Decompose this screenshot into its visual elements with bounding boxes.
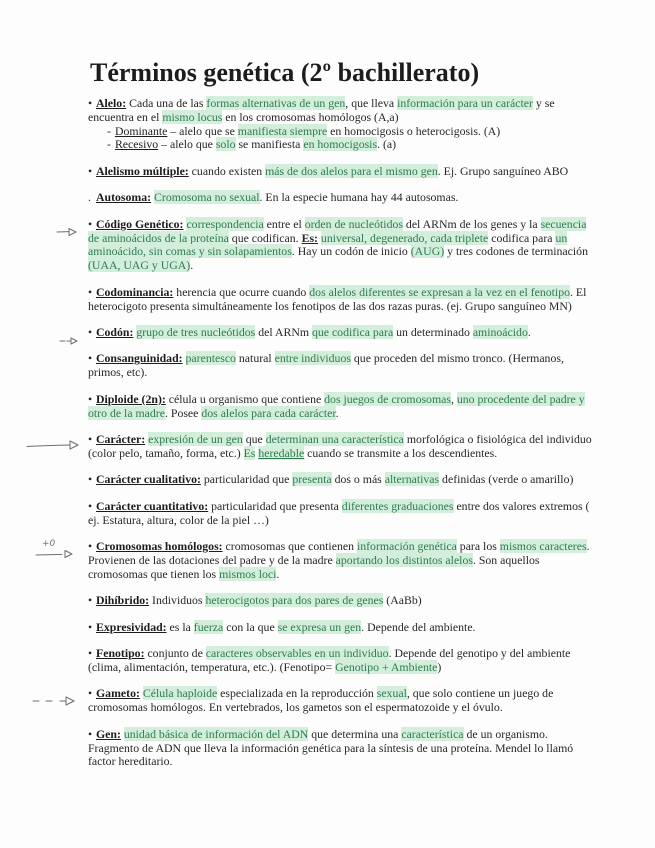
entry-autosoma [88,191,592,205]
term-label: Carácter: [96,432,146,447]
term-label: Carácter cualitativo: [96,472,201,487]
highlighted-text: diferentes graduaciones [341,498,454,513]
definition-text: y tres codones de terminación [444,244,588,259]
definition-text: , [450,391,457,406]
highlighted-text: entre individuos [274,351,351,366]
highlighted-text: aminoácido [472,325,528,339]
bullet: • [88,646,93,661]
margin-arrow-icon [22,218,84,242]
highlighted-text: Es [243,445,256,460]
definition [88,727,573,769]
definition [133,325,530,339]
bullet: • [88,472,93,487]
definition-text: herencia que ocurre cuando [173,284,310,299]
definition [88,96,555,124]
definition-text: que codifican. [228,230,302,245]
highlighted-text: que codifica para [311,325,394,339]
highlighted-text: Célula haploide [142,686,218,701]
definition-text: con la que [223,619,278,634]
definition-text: de un organismo. Fragmento de ADN que lleva la información genética para la síntesis de una proteína. Mendel lo llamó factor hereditario. [88,726,574,769]
definition-text: . Son aquellos cromosomas que tienen los [88,552,540,581]
definition-text: . [276,566,280,581]
glossary-list [42,96,592,782]
definition-text: para los [456,539,500,554]
highlighted-text: dos alelos para cada carácter [201,405,336,420]
highlighted-text: (UAA, UAG y UGA) [88,258,191,273]
term-label: Autosoma: [96,190,152,205]
highlighted-text: uno procedente del padre y otro de la madre [88,391,585,420]
entry-diploide [88,393,592,421]
definition-text: . [335,405,339,420]
entry-alelismo-multiple [88,165,592,179]
definition-text: se manifiesta [235,137,304,152]
highlighted-text: se expresa un gen [277,619,362,634]
entry-dihibrido [88,594,592,608]
bullet: • [88,325,93,339]
entry-gameto [88,687,592,715]
highlighted-text: más de dos alelos para el mismo gen [265,163,438,178]
bullet: • [88,163,93,178]
subterm-label: Recesivo [114,137,159,152]
highlighted-text: caracteres observables en un individuo [205,646,389,661]
definition-text: natural [235,351,275,366]
term-label: Código Genético: [96,216,184,231]
definition-text: cromosomas que contienen [222,539,357,554]
definition-text: morfológica o fisiológica del individuo (color pelo, tamaño, forma, etc.) [88,432,592,460]
highlighted-text: manifiesta siempre [237,123,328,138]
entry-caracter-cuantitativo [88,500,592,528]
definition-text: un determinado [393,325,473,339]
definition-text: entre dos valores extremos ( ej. Estatura, altura, color de la piel …) [88,498,590,527]
definition-text: codifica para [488,230,556,245]
highlighted-text: alternativas [384,472,440,487]
subitem-dominante [107,125,592,139]
definition-text: definidas (verde o amarillo) [439,472,574,487]
definition-text: que [242,432,266,447]
definition-text: cuando existen [188,163,266,178]
dash: - [107,123,111,138]
highlighted-text: formas alternativas de un gen [206,96,346,110]
term-label: Codominancia: [96,284,174,299]
definition-text: Cada una de las [126,96,207,110]
margin-arrow-icon [22,687,84,711]
bullet: • [88,96,93,110]
definition-text: del ARNm de los genes y la [402,216,541,231]
highlighted-text: sexual [376,686,407,701]
highlighted-text: característica [401,726,464,741]
bullet: • [88,686,93,701]
definition-text: ) [437,659,442,674]
definition-text: particularidad que [200,472,293,487]
highlighted-text: fuerza [193,619,224,634]
definition-text: (AaBb) [383,593,422,608]
definition [88,646,570,674]
bullet: • [88,432,93,447]
highlighted-text: un aminoácido, sin comas y sin solapamientos [88,230,568,259]
term-label: Consanguinidad: [96,351,183,366]
entry-cromosomas-homologos [42,539,592,581]
entry-gen [88,728,592,769]
entry-alelo [88,97,592,152]
definition-text: en homocigosis o heterocigosis. (A) [327,123,501,138]
highlighted-text: Cromosoma no sexual [154,190,260,205]
definition-text: especializada en la reproducción [217,686,377,701]
definition-text: . (a) [377,137,397,152]
term-label: Dihíbrido: [96,593,150,608]
highlighted-text: mismo locus [162,109,223,124]
bullet: • [88,351,93,366]
term-label: Diploide (2n): [96,391,166,406]
definition-text: . Ej. Grupo sanguíneo ABO [437,163,569,178]
term-label: Gameto: [96,686,140,701]
definition-text: . [190,258,194,273]
definition-text: . Depende del ambiente. [361,619,476,634]
definition-text: particularidad que presenta [208,498,342,513]
highlighted-text: universal, degenerado, cada triplete [320,230,489,245]
highlighted-text: mismos loci [219,566,277,581]
definition [158,137,396,151]
definition-text: . [527,325,531,339]
highlighted-text: (AUG) [410,244,445,259]
definition [167,124,500,138]
highlighted-text: información para un carácter [397,96,533,110]
margin-arrow-icon [22,326,84,350]
entry-fenotipo [88,647,592,675]
definition-text: . Hay un codón de inicio [291,244,411,259]
bullet: • [88,619,93,634]
bullet: • [88,391,93,406]
definition [149,593,422,607]
entry-expresividad [88,621,592,635]
definition-text: , que lleva [345,96,398,110]
definition-text: Individuos [149,593,206,608]
term-label: Fenotipo: [96,646,145,661]
definition-text: – alelo que se [167,123,238,138]
definition [167,620,476,634]
subterm-label: Dominante [114,123,168,138]
term-label: Alelo: [96,96,127,110]
definition [201,472,573,486]
definition-text: que determina una [308,726,402,741]
definition-text: que proceden del mismo tronco. (Hermanos, primos, etc). [88,351,564,380]
definition-text: del ARNm [255,325,312,339]
highlighted-text: grupo de tres nucleótidos [136,325,256,339]
definition-text: Es: [301,230,318,245]
highlighted-text: información genética [356,539,457,554]
definition [88,686,553,714]
term-label: Carácter cuantitativo: [96,498,209,513]
entry-codominancia [88,286,592,314]
definition-text: en los cromosomas homólogos (A,a) [222,109,399,124]
definition-text: y se encuentra en el [88,96,555,124]
margin-note: +0 [42,539,56,550]
entry-caracter [88,433,592,461]
highlighted-text: dos alelos diferentes se expresan a la vez en el fenotipo [309,284,571,299]
margin-arrow-icon [22,433,84,457]
entry-consanguinidad [88,352,592,380]
highlighted-text: heredable [258,445,305,460]
highlighted-text: aportando los distintos alelos [335,552,473,567]
definition-text: dos o más [331,472,385,487]
highlighted-text: parentesco [185,351,236,366]
term-label: Expresividad: [96,619,167,634]
definition-text: – alelo que [158,137,216,152]
definition-text: . En la especie humana hay 44 autosomas. [259,190,459,205]
term-label: Cromosomas homólogos: [96,539,223,554]
highlighted-text: unidad básica de información del ADN [123,726,309,741]
definition-text: es la [166,619,194,634]
bullet: • [88,539,93,554]
definition [189,164,568,178]
bullet: • [88,726,93,741]
definition-text: . Depende del genotipo y del ambiente (clima, alimentación, temperatura, etc.). (Fenotipo= [88,646,571,674]
highlighted-text: correspondencia [186,216,264,231]
highlighted-text: solo [215,137,236,152]
definition-text: célula u organismo que contiene [165,391,325,406]
entry-main-text [88,97,592,125]
term-label: Alelismo múltiple: [96,163,189,178]
highlighted-text: presenta [292,472,332,487]
bullet: . [88,190,91,205]
bullet: • [88,593,93,608]
definition [88,432,592,460]
highlighted-text: secuencia de aminoácidos de la proteína [88,216,587,245]
term-label: Gen: [96,726,121,741]
highlighted-text: en homocigosis [303,137,378,152]
page-title: Términos genética (2º bachillerato) [90,58,480,87]
definition-text: conjunto de [144,646,206,661]
bullet: • [88,284,93,299]
definition-text: cuando se transmite a los descendientes. [304,445,498,460]
highlighted-text: expresión de un gen [148,432,243,447]
margin-note-icon [22,538,84,562]
entry-caracter-cualitativo [88,473,592,487]
highlighted-text: heterocigotos para dos pares de genes [205,593,384,608]
definition [151,190,458,204]
dash: - [107,137,111,152]
subitem-recesivo [107,138,592,152]
definition-text: , que solo contiene un juego de cromosomas homólogos. En vertebrados, los gametos son el espermatozoide y el óvulo. [88,686,554,715]
highlighted-text: dos juegos de cromosomas [324,391,451,406]
highlighted-text: determinan una característica [265,432,404,447]
bullet: • [88,498,93,513]
entry-codigo-genetico [88,218,592,273]
highlighted-text: Genotipo + Ambiente [335,659,438,674]
term-label: Codón: [96,325,134,339]
entry-codon [88,326,592,340]
highlighted-text: mismos caracteres [499,539,587,554]
definition-text: entre el [263,216,305,231]
highlighted-text: orden de nucleótidos [304,216,403,231]
definition-text: . Posee [164,405,202,420]
definition-text: . Provienen de las dotaciones del padre y de la madre [88,539,590,567]
definition-text: . El heterocigoto presenta simultáneamente los fenotipos de las dos razas puras. (ej. Grupo sanguíneo MN) [88,284,587,313]
bullet: • [88,216,93,231]
